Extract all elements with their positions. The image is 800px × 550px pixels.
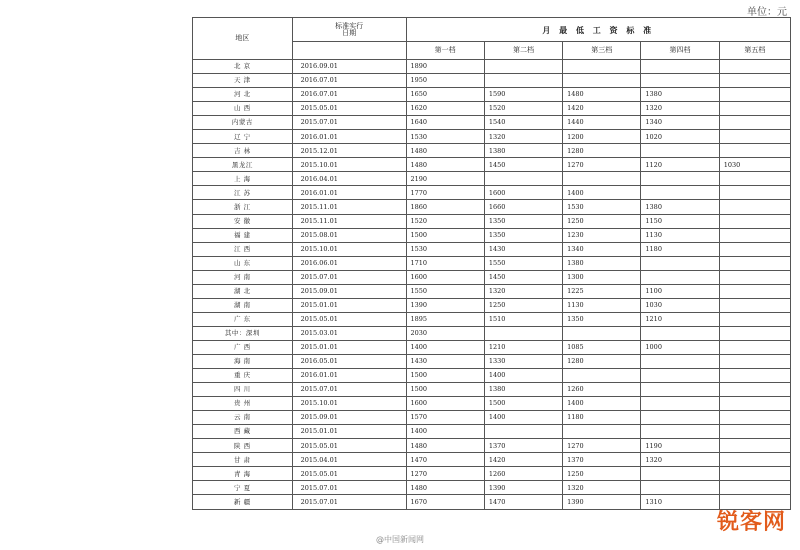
wage-cell [641, 172, 719, 186]
region-cell: 其中：深圳 [193, 326, 293, 340]
wage-cell: 1770 [406, 186, 484, 200]
wage-cell [641, 383, 719, 397]
wage-cell: 1120 [641, 158, 719, 172]
wage-cell: 1180 [563, 411, 641, 425]
unit-label: 单位：元 [747, 7, 787, 18]
wage-cell: 1430 [484, 242, 562, 256]
date-cell: 2016.05.01 [292, 354, 406, 368]
wage-cell: 1500 [406, 369, 484, 383]
wage-cell: 1320 [641, 102, 719, 116]
date-header [292, 18, 406, 42]
region-cell: 西 藏 [193, 425, 293, 439]
wage-cell [484, 60, 562, 74]
table-row [193, 200, 791, 214]
region-cell: 江 西 [193, 242, 293, 256]
wage-cell: 1340 [641, 116, 719, 130]
wage-cell: 1550 [406, 284, 484, 298]
wage-cell [563, 326, 641, 340]
tier-header: 第五档 [719, 42, 790, 60]
wage-cell [641, 411, 719, 425]
wage-cell: 1370 [563, 453, 641, 467]
region-cell: 山 东 [193, 256, 293, 270]
date-cell: 2015.04.01 [292, 453, 406, 467]
wage-cell [563, 74, 641, 88]
wage-cell: 1190 [641, 439, 719, 453]
wage-cell: 1400 [563, 186, 641, 200]
wage-cell: 1390 [406, 298, 484, 312]
wage-cell: 1550 [484, 256, 562, 270]
wage-cell: 1540 [484, 116, 562, 130]
wage-cell: 1320 [484, 130, 562, 144]
wage-cell: 1350 [484, 228, 562, 242]
wage-cell: 1350 [484, 214, 562, 228]
wage-cell: 1600 [484, 186, 562, 200]
wage-cell: 1340 [563, 242, 641, 256]
wage-cell [484, 74, 562, 88]
table-row [193, 60, 791, 74]
wage-cell: 1480 [563, 88, 641, 102]
wage-cell: 1320 [484, 284, 562, 298]
wage-cell: 1570 [406, 411, 484, 425]
wage-cell [719, 284, 790, 298]
region-cell: 河 北 [193, 88, 293, 102]
region-cell: 海 南 [193, 354, 293, 368]
date-cell: 2015.11.01 [292, 200, 406, 214]
date-cell: 2015.07.01 [292, 383, 406, 397]
region-cell: 河 南 [193, 270, 293, 284]
date-cell: 2016.01.01 [292, 186, 406, 200]
date-cell: 2015.01.01 [292, 425, 406, 439]
date-cell: 2015.08.01 [292, 228, 406, 242]
wage-cell [641, 467, 719, 481]
wage-cell: 1330 [484, 354, 562, 368]
date-cell: 2015.09.01 [292, 284, 406, 298]
wage-cell: 1310 [641, 495, 719, 509]
wage-cell: 1520 [484, 102, 562, 116]
wage-cell [563, 172, 641, 186]
date-cell: 2016.07.01 [292, 88, 406, 102]
wage-cell: 1530 [406, 130, 484, 144]
wage-cell [641, 256, 719, 270]
wage-cell [719, 186, 790, 200]
date-cell: 2015.12.01 [292, 144, 406, 158]
wage-cell: 1650 [406, 88, 484, 102]
region-cell: 甘 肃 [193, 453, 293, 467]
wage-cell [719, 397, 790, 411]
region-cell: 吉 林 [193, 144, 293, 158]
wage-cell: 1000 [641, 340, 719, 354]
wage-cell: 1130 [563, 298, 641, 312]
wage-cell [719, 340, 790, 354]
date-cell: 2015.05.01 [292, 439, 406, 453]
region-cell: 安 徽 [193, 214, 293, 228]
date-cell: 2015.01.01 [292, 298, 406, 312]
wage-cell [719, 354, 790, 368]
wage-cell [719, 369, 790, 383]
table-row [193, 467, 791, 481]
wage-cell: 1130 [641, 228, 719, 242]
wage-cell [719, 411, 790, 425]
table-row [193, 495, 791, 509]
date-cell: 2015.09.01 [292, 411, 406, 425]
wage-cell [484, 425, 562, 439]
wage-cell [641, 186, 719, 200]
wage-cell [719, 74, 790, 88]
wage-cell: 1380 [563, 256, 641, 270]
wage-cell [641, 354, 719, 368]
wage-cell [719, 102, 790, 116]
wage-cell [641, 369, 719, 383]
wage-cell: 1390 [563, 495, 641, 509]
wage-cell [641, 397, 719, 411]
wage-cell: 1520 [406, 214, 484, 228]
wage-cell [641, 481, 719, 495]
wage-cell: 1950 [406, 74, 484, 88]
region-cell: 陕 西 [193, 439, 293, 453]
wage-cell [563, 425, 641, 439]
region-cell: 湖 北 [193, 284, 293, 298]
wage-cell: 2190 [406, 172, 484, 186]
region-cell: 江 苏 [193, 186, 293, 200]
wage-cell: 1660 [484, 200, 562, 214]
table-row [193, 88, 791, 102]
table-row [193, 186, 791, 200]
wage-cell: 1260 [484, 467, 562, 481]
region-cell: 新 疆 [193, 495, 293, 509]
wage-cell: 1370 [484, 439, 562, 453]
wage-cell: 1450 [484, 158, 562, 172]
table-row [193, 172, 791, 186]
region-cell: 上 海 [193, 172, 293, 186]
wage-cell [563, 369, 641, 383]
wage-cell: 1400 [406, 340, 484, 354]
table-row [193, 411, 791, 425]
wage-cell: 1270 [406, 467, 484, 481]
wage-cell [719, 383, 790, 397]
wage-cell [641, 60, 719, 74]
wage-cell: 1210 [641, 312, 719, 326]
region-cell: 天 津 [193, 74, 293, 88]
tier-header: 第一档 [406, 42, 484, 60]
wage-cell: 1250 [563, 467, 641, 481]
wage-cell: 1510 [484, 312, 562, 326]
wage-cell [719, 242, 790, 256]
wage-cell [719, 425, 790, 439]
date-cell: 2015.05.01 [292, 467, 406, 481]
wage-cell: 1860 [406, 200, 484, 214]
region-cell: 贵 州 [193, 397, 293, 411]
wage-cell: 1390 [484, 481, 562, 495]
wage-cell [719, 481, 790, 495]
region-cell: 青 海 [193, 467, 293, 481]
wage-cell: 1030 [719, 158, 790, 172]
table-row [193, 116, 791, 130]
wage-cell [641, 326, 719, 340]
wage-cell: 1470 [406, 453, 484, 467]
wage-cell [719, 116, 790, 130]
wage-cell: 1280 [563, 354, 641, 368]
wage-cell: 1470 [484, 495, 562, 509]
wage-cell [719, 172, 790, 186]
wage-cell: 1500 [484, 397, 562, 411]
wage-cell: 1430 [406, 354, 484, 368]
date-cell: 2015.07.01 [292, 495, 406, 509]
wage-cell: 1380 [484, 383, 562, 397]
wage-cell: 1300 [563, 270, 641, 284]
wage-cell: 1320 [641, 453, 719, 467]
date-cell: 2015.07.01 [292, 481, 406, 495]
region-cell: 广 东 [193, 312, 293, 326]
wage-cell: 1100 [641, 284, 719, 298]
tier-header: 第四档 [641, 42, 719, 60]
wage-cell: 1420 [484, 453, 562, 467]
table-row [193, 270, 791, 284]
wage-cell: 1350 [563, 312, 641, 326]
wage-cell [719, 88, 790, 102]
region-cell: 四 川 [193, 383, 293, 397]
date-cell: 2015.10.01 [292, 158, 406, 172]
table-row [193, 228, 791, 242]
table-row [193, 214, 791, 228]
table-row [193, 481, 791, 495]
table-row [193, 439, 791, 453]
wage-cell: 1530 [563, 200, 641, 214]
wage-table-container [192, 17, 791, 510]
wage-cell: 1380 [641, 88, 719, 102]
table-row [193, 369, 791, 383]
wage-cell: 1480 [406, 158, 484, 172]
table-row [193, 397, 791, 411]
region-cell: 辽 宁 [193, 130, 293, 144]
wage-cell: 1020 [641, 130, 719, 144]
wage-cell [719, 467, 790, 481]
wage-cell [719, 144, 790, 158]
wage-cell: 1670 [406, 495, 484, 509]
wage-cell [641, 425, 719, 439]
date-cell: 2016.01.01 [292, 369, 406, 383]
region-cell: 福 建 [193, 228, 293, 242]
wage-cell: 1030 [641, 298, 719, 312]
date-cell: 2016.04.01 [292, 172, 406, 186]
table-row [193, 242, 791, 256]
wage-cell [719, 130, 790, 144]
wage-cell: 1600 [406, 397, 484, 411]
wage-cell: 1450 [484, 270, 562, 284]
wage-cell [563, 60, 641, 74]
wage-cell: 1480 [406, 144, 484, 158]
wage-cell: 1500 [406, 228, 484, 242]
date-cell: 2016.01.01 [292, 130, 406, 144]
region-cell: 浙 江 [193, 200, 293, 214]
wage-cell: 1380 [484, 144, 562, 158]
wage-cell [484, 326, 562, 340]
wage-cell: 1400 [406, 425, 484, 439]
region-cell: 云 南 [193, 411, 293, 425]
table-row [193, 144, 791, 158]
date-cell: 2015.03.01 [292, 326, 406, 340]
region-cell: 北 京 [193, 60, 293, 74]
region-cell: 黑龙江 [193, 158, 293, 172]
date-header-blank [292, 42, 406, 60]
table-row [193, 326, 791, 340]
wage-cell [641, 144, 719, 158]
wage-cell [719, 200, 790, 214]
date-cell: 2015.07.01 [292, 270, 406, 284]
wage-cell: 1320 [563, 481, 641, 495]
wage-cell: 1085 [563, 340, 641, 354]
wage-cell: 1890 [406, 60, 484, 74]
wage-cell [719, 453, 790, 467]
minimum-wage-table [192, 17, 791, 510]
date-cell: 2015.01.01 [292, 340, 406, 354]
date-cell: 2015.05.01 [292, 312, 406, 326]
wage-cell: 2030 [406, 326, 484, 340]
wage-cell [719, 60, 790, 74]
table-row [193, 312, 791, 326]
wage-cell: 1420 [563, 102, 641, 116]
wage-cell: 1260 [563, 383, 641, 397]
region-cell: 湖 南 [193, 298, 293, 312]
date-header-line2: 日期 [342, 28, 357, 37]
wage-cell: 1530 [406, 242, 484, 256]
wage-cell: 1480 [406, 439, 484, 453]
wage-cell: 1640 [406, 116, 484, 130]
wage-cell [719, 256, 790, 270]
date-cell: 2016.09.01 [292, 60, 406, 74]
region-header: 地区 [193, 18, 293, 60]
table-row [193, 425, 791, 439]
wage-cell: 1225 [563, 284, 641, 298]
wage-cell: 1250 [563, 214, 641, 228]
watermark-logo: 锐客网 [716, 510, 786, 535]
wage-cell [719, 326, 790, 340]
wage-cell: 1895 [406, 312, 484, 326]
date-cell: 2015.10.01 [292, 397, 406, 411]
wage-standard-header: 月 最 低 工 资 标 准 [406, 18, 790, 42]
wage-cell: 1150 [641, 214, 719, 228]
wage-cell: 1270 [563, 158, 641, 172]
wage-cell: 1710 [406, 256, 484, 270]
date-cell: 2015.07.01 [292, 116, 406, 130]
table-row [193, 383, 791, 397]
wage-cell [719, 312, 790, 326]
wage-cell: 1480 [406, 481, 484, 495]
wage-cell: 1440 [563, 116, 641, 130]
wage-cell [719, 270, 790, 284]
wage-cell: 1180 [641, 242, 719, 256]
wage-cell [719, 214, 790, 228]
region-cell: 山 西 [193, 102, 293, 116]
table-row [193, 256, 791, 270]
tier-header: 第三档 [563, 42, 641, 60]
wage-cell: 1600 [406, 270, 484, 284]
wage-cell: 1590 [484, 88, 562, 102]
wage-cell: 1400 [484, 369, 562, 383]
region-cell: 广 西 [193, 340, 293, 354]
table-row [193, 298, 791, 312]
wage-cell [719, 228, 790, 242]
table-row [193, 102, 791, 116]
table-row [193, 340, 791, 354]
wage-cell: 1250 [484, 298, 562, 312]
wage-cell: 1200 [563, 130, 641, 144]
source-caption: @中国新闻网 [376, 535, 424, 544]
tier-header: 第二档 [484, 42, 562, 60]
wage-cell: 1210 [484, 340, 562, 354]
wage-cell [484, 172, 562, 186]
wage-cell: 1270 [563, 439, 641, 453]
region-cell: 宁 夏 [193, 481, 293, 495]
wage-cell [641, 74, 719, 88]
wage-cell: 1280 [563, 144, 641, 158]
wage-cell: 1380 [641, 200, 719, 214]
date-cell: 2016.06.01 [292, 256, 406, 270]
wage-cell [641, 270, 719, 284]
table-row [193, 74, 791, 88]
wage-table-body [193, 60, 791, 510]
wage-cell [719, 298, 790, 312]
date-cell: 2015.10.01 [292, 242, 406, 256]
wage-cell [719, 439, 790, 453]
wage-cell: 1230 [563, 228, 641, 242]
table-row [193, 130, 791, 144]
table-row [193, 284, 791, 298]
table-row [193, 453, 791, 467]
region-cell: 内蒙古 [193, 116, 293, 130]
date-cell: 2015.05.01 [292, 102, 406, 116]
date-cell: 2015.11.01 [292, 214, 406, 228]
region-cell: 重 庆 [193, 369, 293, 383]
table-row [193, 158, 791, 172]
date-cell: 2016.07.01 [292, 74, 406, 88]
wage-cell: 1400 [484, 411, 562, 425]
wage-cell: 1400 [563, 397, 641, 411]
wage-cell: 1500 [406, 383, 484, 397]
table-row [193, 354, 791, 368]
wage-cell: 1620 [406, 102, 484, 116]
date-header-line1: 标准实行 [335, 21, 364, 30]
